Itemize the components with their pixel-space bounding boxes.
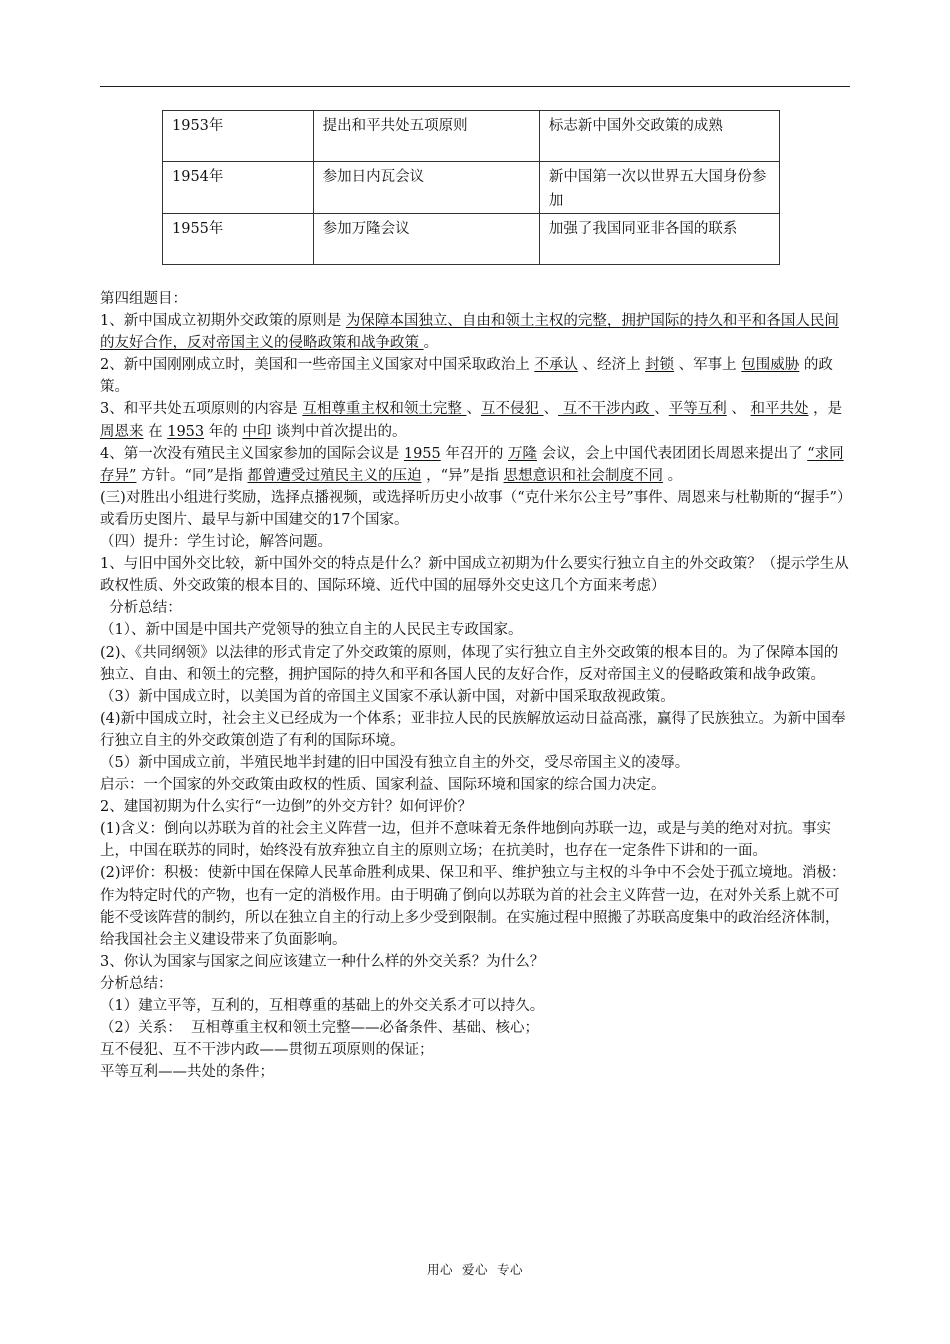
answer-blank: “求同存异” xyxy=(100,445,844,484)
answer-blank: 互不侵犯 xyxy=(480,401,544,418)
answer-blank: 周恩来 xyxy=(100,423,144,440)
answer-blank: 思想意识和社会制度不同 xyxy=(503,467,664,484)
question-text: 谈判中首次提出的。 xyxy=(271,423,407,440)
question-text: 3、和平共处五项原则的内容是 xyxy=(100,401,303,418)
question-text: 2、新中国刚刚成立时，美国和一些帝国主义国家对中国采取政治上 xyxy=(100,357,535,374)
question-text: 、 xyxy=(466,401,481,418)
paragraph: （2）关系： 互相尊重主权和领土完整——必备条件、基础、核心； xyxy=(100,1020,539,1037)
paragraph: 互不侵犯、互不干涉内政——贯彻五项原则的保证； xyxy=(100,1042,434,1059)
answer-blank: 封锁 xyxy=(645,357,675,374)
answer-blank: 万隆 xyxy=(507,445,537,462)
table-row xyxy=(163,162,780,214)
paragraph: （5）新中国成立前，半殖民地半封建的旧中国没有独立自主的外交，受尽帝国主义的凌辱。 xyxy=(100,754,690,771)
paragraph: （1）、新中国是中国共产党领导的独立自主的人民民主专政国家。 xyxy=(100,622,523,639)
question-3 xyxy=(100,398,852,442)
answer-blank: 和平共处 xyxy=(750,401,809,418)
question-text: 、军事上 xyxy=(674,357,742,374)
table-cell-year: 1955年 xyxy=(163,214,314,265)
question-text: 、 xyxy=(654,401,669,418)
question-text: ，“异”是指 xyxy=(421,467,504,484)
paragraph: (2)评价：积极：使新中国在保障人民革命胜利成果、保卫和平、维护独立与主权的斗争中不会处于孤立境地。消极：作为特定时代的产物，也有一定的消极作用。由于明确了倒向以苏联为首的社会主义阵营一边，在对外关系上就不可能不受该阵营的制约，所以在独立自主的行动上多少受到限制。在实施过程中照搬了苏联高度集中的政治经济体制，给我国社会主义建设带来了负面影响。 xyxy=(100,865,846,948)
paragraph: (4)新中国成立时，社会主义已经成为一个体系；亚非拉人民的民族解放运动日益高涨，赢得了民族独立。为新中国奉行独立自主的外交政策创造了有利的国际环境。 xyxy=(100,710,846,749)
question-text: ，是 xyxy=(808,401,843,418)
question-text: 的政策。 xyxy=(100,357,833,396)
paragraph: (2)、《共同纲领》以法律的形式肯定了外交政策的原则，体现了实行独立自主外交政策的根本目的。为了保障本国的独立、自由、和领土的完整，拥护国际的持久和平和各国人民的友好合作，反对帝国主义的侵略政策和战争政策。 xyxy=(100,644,839,683)
paragraph: 平等互利——共处的条件； xyxy=(100,1064,274,1081)
paragraph: 启示：一个国家的外交政策由政权的性质、国家利益、国际环境和国家的综合国力决定。 xyxy=(100,777,666,794)
question-text: 在 xyxy=(143,423,168,440)
table-row xyxy=(163,214,780,265)
paragraph: (三)对胜出小组进行奖励，选择点播视频，或选择听历史小故事（“克什米尔公主号”事件、周恩来与杜勒斯的“握手”）或看历史图片、最早与新中国建交的17个国家。 xyxy=(100,489,852,528)
question-text: 4、第一次没有殖民主义国家参加的国际会议是 xyxy=(100,445,404,462)
question-4 xyxy=(100,443,852,487)
question-text: 。 xyxy=(423,335,439,352)
answer-blank: 1955 xyxy=(403,445,441,462)
page-footer: 用心 爱心 专心 xyxy=(427,1262,523,1277)
paragraph: 2、建国初期为什么实行“一边倒”的外交方针？如何评价？ xyxy=(100,799,473,816)
paragraph: (1)含义：倒向以苏联为首的社会主义阵营一边，但并不意味着无条件地倒向苏联一边，或是与美的绝对对抗。事实上，中国在联苏的同时，始终没有放弃独立自主的原则立场；在抗美时，也存在一定条件下讲和的一面。 xyxy=(100,821,832,860)
question-text: 1、新中国成立初期外交政策的原则是 xyxy=(100,313,346,330)
table-cell-significance: 加强了我国同亚非各国的联系 xyxy=(539,214,779,265)
question-text: 。 xyxy=(663,467,683,484)
table-cell-significance: 新中国第一次以世界五大国身份参加 xyxy=(539,162,779,214)
table-row xyxy=(163,111,780,162)
table-cell-significance: 标志新中国外交政策的成熟 xyxy=(539,111,779,162)
answer-blank: 为保障本国独立、自由和领土主权的完整，拥护国际的持久和平和各国人民间的友好合作，反对帝国主义的侵略政策和战争政策 xyxy=(100,313,839,352)
paragraph: （3）新中国成立时，以美国为首的帝国主义国家不承认新中国，对新中国采取敌视政策。 xyxy=(100,688,675,705)
table-cell-event: 参加万隆会议 xyxy=(313,214,539,265)
table-cell-year: 1954年 xyxy=(163,162,314,214)
paragraph: （四）提升：学生讨论，解答问题。 xyxy=(100,534,332,551)
answer-blank: 互不干涉内政 xyxy=(558,401,655,418)
paragraph: 分析总结： xyxy=(100,975,173,992)
main-content xyxy=(100,288,852,1083)
answer-blank: 平等互利 xyxy=(668,401,727,418)
foreign-policy-table xyxy=(162,110,780,265)
answer-blank: 互相尊重主权和领土完整 xyxy=(302,401,467,418)
answer-blank: 包围威胁 xyxy=(741,357,800,374)
answer-blank: 中印 xyxy=(242,423,272,440)
answer-blank: 不承认 xyxy=(534,357,578,374)
question-2 xyxy=(100,354,852,398)
table-cell-event: 提出和平共处五项原则 xyxy=(313,111,539,162)
question-1 xyxy=(100,310,852,354)
answer-blank: 1953 xyxy=(167,423,205,440)
question-text: 会议，会上中国代表团团长周恩来提出了 xyxy=(536,445,808,462)
paragraph: 分析总结： xyxy=(100,600,182,617)
group4-title: 第四组题目： xyxy=(100,291,187,307)
question-text: 、 xyxy=(543,401,559,418)
paragraph: 1、与旧中国外交比较，新中国外交的特点是什么？新中国成立初期为什么要实行独立自主的外交政策？（提示学生从政权性质、外交政策的根本目的、国际环境、近代中国的屈辱外交史这几个方面来考虑） xyxy=(100,556,849,595)
table-cell-event: 参加日内瓦会议 xyxy=(313,162,539,214)
question-text: 年召开的 xyxy=(440,445,508,462)
paragraph: 3、你认为国家与国家之间应该建立一种什么样的外交关系？为什么？ xyxy=(100,953,545,970)
question-text: 、 xyxy=(726,401,751,418)
header-rule xyxy=(100,86,850,87)
paragraph: （1）建立平等，互利的，互相尊重的基础上的外交关系才可以持久。 xyxy=(100,998,545,1014)
question-text: 方针。“同”是指 xyxy=(136,467,248,484)
question-text: 年的 xyxy=(204,423,243,440)
table-cell-year: 1953年 xyxy=(163,111,314,162)
answer-blank: 都曾遭受过殖民主义的压迫 xyxy=(247,467,422,484)
question-text: 、经济上 xyxy=(577,357,646,374)
